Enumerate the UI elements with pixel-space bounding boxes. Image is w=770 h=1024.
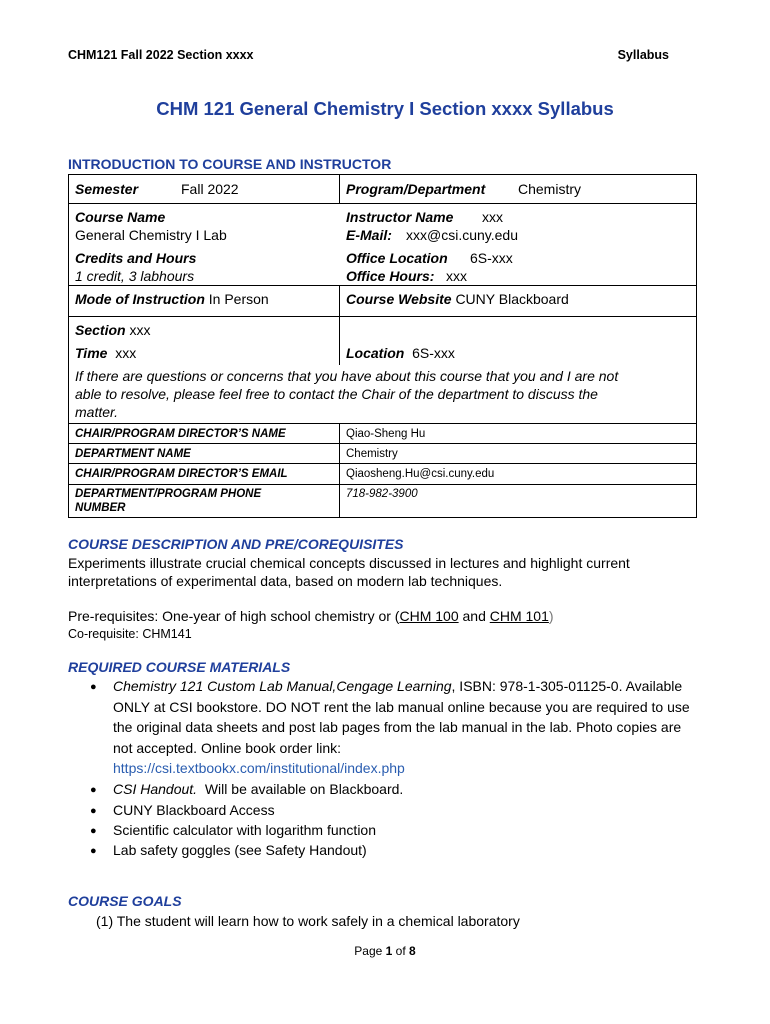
- dept-name-value: Chemistry: [346, 448, 398, 460]
- chair-email-value: Qiaosheng.Hu@csi.cuny.edu: [346, 468, 495, 480]
- mode-value: In Person: [208, 291, 269, 307]
- current-page: 1: [385, 944, 393, 958]
- office-hours-value: xxx: [446, 268, 467, 284]
- time-value: xxx: [115, 345, 137, 361]
- prereq-and: and: [458, 608, 490, 624]
- material-item-blackboard: CUNY Blackboard Access: [113, 802, 275, 818]
- lab-manual-title: Chemistry 121 Custom Lab Manual,Cengage Learning: [113, 678, 452, 694]
- course-name-label: Course Name: [75, 209, 166, 225]
- bullet-icon: ●: [90, 825, 97, 837]
- program-value: Chemistry: [518, 181, 582, 197]
- dept-name-label: DEPARTMENT NAME: [75, 448, 191, 460]
- page-of: of: [392, 944, 410, 958]
- material-item-handout: [113, 779, 403, 800]
- location-row: [346, 345, 455, 362]
- lab-manual-text: , ISBN: 978-1-305-01125-0. Available ONLY at CSI bookstore. DO NOT rent the lab manual online because you are required to use the original data sheets and post lab pages from the lab manual in the lab. Photo copies are not accepted. Online book order link:: [113, 678, 690, 756]
- bullet-icon: ●: [90, 784, 97, 796]
- header-left: CHM121 Fall 2022 Section xxxx: [68, 48, 254, 62]
- credits-value: 1 credit, 3 labhours: [75, 268, 195, 284]
- goals-heading: COURSE GOALS: [68, 893, 182, 909]
- bullet-icon: ●: [90, 681, 97, 693]
- handout-title: CSI Handout.: [113, 781, 198, 797]
- concerns-line-3: matter.: [75, 404, 119, 420]
- page-title: CHM 121 General Chemistry I Section xxxx Syllabus: [156, 98, 614, 119]
- prereq-course-chm100[interactable]: CHM 100: [399, 608, 459, 624]
- prereq-suffix: ): [548, 608, 554, 624]
- time-label: Time: [75, 345, 108, 361]
- section-row: [75, 322, 150, 339]
- chair-name-value: Qiao-Sheng Hu: [346, 428, 426, 440]
- material-item-lab-manual: [113, 676, 703, 779]
- email-label: E-Mail:: [346, 227, 392, 243]
- book-order-link[interactable]: https://csi.textbookx.com/institutional/index.php: [113, 760, 405, 776]
- office-location-value: 6S-xxx: [470, 250, 513, 266]
- office-hours-label: Office Hours:: [346, 268, 435, 284]
- program-label: Program/Department: [346, 181, 486, 197]
- prereq-text: Pre-requisites: One-year of high school chemistry or (: [68, 608, 400, 624]
- website-row: [346, 291, 569, 308]
- prerequisites: [68, 607, 554, 625]
- credits-label: Credits and Hours: [75, 250, 197, 266]
- goal-item-1: (1) The student will learn how to work safely in a chemical laboratory: [96, 913, 520, 929]
- section-label: Section: [75, 322, 126, 338]
- header-right: Syllabus: [617, 48, 669, 62]
- location-value: 6S-xxx: [412, 345, 455, 361]
- chair-email-label: CHAIR/PROGRAM DIRECTOR’S EMAIL: [75, 468, 288, 480]
- handout-text: Will be available on Blackboard.: [197, 781, 404, 797]
- total-pages: 8: [409, 944, 416, 958]
- material-item-goggles: Lab safety goggles (see Safety Handout): [113, 842, 367, 858]
- description-heading: COURSE DESCRIPTION AND PRE/COREQUISITES: [68, 536, 404, 552]
- phone-value: 718-982-3900: [346, 488, 418, 500]
- concerns-line-1: If there are questions or concerns that you have about this course that you and I are not: [75, 368, 619, 384]
- description-line-2: interpretations of experimental data, based on modern lab techniques.: [68, 573, 503, 589]
- material-item-calculator: Scientific calculator with logarithm function: [113, 822, 377, 838]
- semester-label: Semester: [75, 181, 139, 197]
- website-label: Course Website: [346, 291, 452, 307]
- page-number: [0, 944, 770, 958]
- email-value: xxx@csi.cuny.edu: [406, 227, 518, 243]
- chair-name-label: CHAIR/PROGRAM DIRECTOR’S NAME: [75, 428, 286, 440]
- website-value: CUNY Blackboard: [455, 291, 569, 307]
- materials-heading: REQUIRED COURSE MATERIALS: [68, 659, 291, 675]
- bullet-icon: ●: [90, 805, 97, 817]
- section-value: xxx: [129, 322, 151, 338]
- instructor-value: xxx: [482, 209, 503, 225]
- concerns-line-2: able to resolve, please feel free to contact the Chair of the department to discuss the: [75, 386, 598, 402]
- prereq-course-chm101[interactable]: CHM 101: [489, 608, 549, 624]
- time-row: [75, 345, 136, 362]
- bullet-icon: ●: [90, 845, 97, 857]
- course-name-value: General Chemistry I Lab: [75, 227, 227, 243]
- mode-row: [75, 291, 269, 308]
- office-location-label: Office Location: [346, 250, 448, 266]
- phone-label-1: DEPARTMENT/PROGRAM PHONE: [75, 488, 262, 500]
- description-line-1: Experiments illustrate crucial chemical concepts discussed in lectures and highlight current: [68, 555, 630, 571]
- phone-label-2: NUMBER: [75, 502, 126, 514]
- course-info-table: [68, 174, 697, 518]
- location-label: Location: [346, 345, 405, 361]
- page-prefix: Page: [354, 944, 386, 958]
- instructor-label: Instructor Name: [346, 209, 454, 225]
- semester-value: Fall 2022: [181, 181, 239, 197]
- corequisite: Co-requisite: CHM141: [68, 627, 192, 641]
- mode-label: Mode of Instruction: [75, 291, 205, 307]
- intro-heading: INTRODUCTION TO COURSE AND INSTRUCTOR: [68, 156, 392, 172]
